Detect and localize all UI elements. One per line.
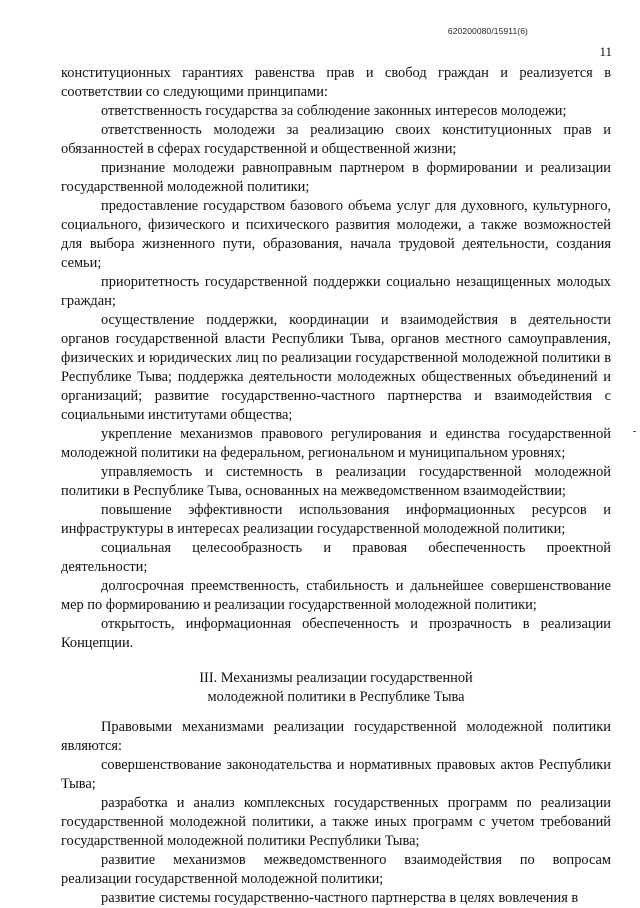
margin-mark — [633, 431, 636, 432]
paragraph: признание молодежи равноправным партнером в формировании и реализации государственной молодежной политики; — [61, 160, 611, 195]
paragraph: открытость, информационная обеспеченность и прозрачность в реализации Концепции. — [61, 616, 611, 651]
paragraph: развитие системы государственно-частного партнерства в целях вовлечения в — [101, 890, 579, 906]
paragraph: ответственность государства за соблюдение законных интересов молодежи; — [101, 103, 567, 119]
section-heading — [61, 669, 611, 707]
section-heading-line-2: молодежной политики в Республике Тыва — [207, 689, 465, 705]
paragraph: предоставление государством базового объема услуг для духовного, культурного, социального, физического и психического развития молодежи, а также возможностей для выбора жизненного пути, образования, начала трудовой деятельности, создания семьи; — [61, 198, 611, 271]
page-number: 11 — [599, 44, 612, 59]
paragraph: совершенствование законодательства и нормативных правовых актов Республики Тыва; — [61, 757, 611, 792]
paragraph: конституционных гарантиях равенства прав и свобод граждан и реализуется в соответствии со следующими принципами: — [61, 65, 611, 100]
paragraph: развитие механизмов межведомственного взаимодействия по вопросам реализации государственной молодежной политики; — [61, 852, 611, 887]
document-body — [61, 64, 611, 908]
paragraph: осуществление поддержки, координации и взаимодействия в деятельности органов государственной власти Республики Тыва, органов местного самоуправления, физических и юридических лиц по реализации государственной молодежной политики в Республике Тыва; поддержка деятельности молодежных общественных объединений и организаций; развитие государственно-частного партнерства и взаимодействия с социальными институтами общества; — [61, 312, 611, 423]
paragraph: повышение эффективности использования информационных ресурсов и инфраструктуры в интересах реализации государственной молодежной политики; — [61, 502, 611, 537]
paragraph: ответственность молодежи за реализацию своих конституционных прав и обязанностей в сферах государственной и общественной жизни; — [61, 122, 611, 157]
paragraph: укрепление механизмов правового регулирования и единства государственной молодежной политики на федеральном, региональном и муниципальном уровнях; — [61, 426, 611, 461]
document-id: 620200080/15911(6) — [447, 26, 528, 36]
mechanisms-list — [61, 718, 611, 908]
paragraph: Правовыми механизмами реализации государственной молодежной политики являются: — [61, 719, 611, 754]
section-heading-line-1: III. Механизмы реализации государственной — [199, 670, 473, 686]
principles-list — [61, 64, 611, 653]
paragraph: разработка и анализ комплексных государственных программ по реализации государственной молодежной политики, а также иных программ с учетом требований государственной молодежной политики Республики Тыва; — [61, 795, 611, 849]
paragraph: приоритетность государственной поддержки социально незащищенных молодых граждан; — [61, 274, 611, 309]
paragraph: управляемость и системность в реализации государственной молодежной политики в Республике Тыва, основанных на межведомственном взаимодействии; — [61, 464, 611, 499]
paragraph: долгосрочная преемственность, стабильность и дальнейшее совершенствование мер по формированию и реализации государственной молодежной политики; — [61, 578, 611, 613]
paragraph: социальная целесообразность и правовая обеспеченность проектной деятельности; — [61, 540, 611, 575]
